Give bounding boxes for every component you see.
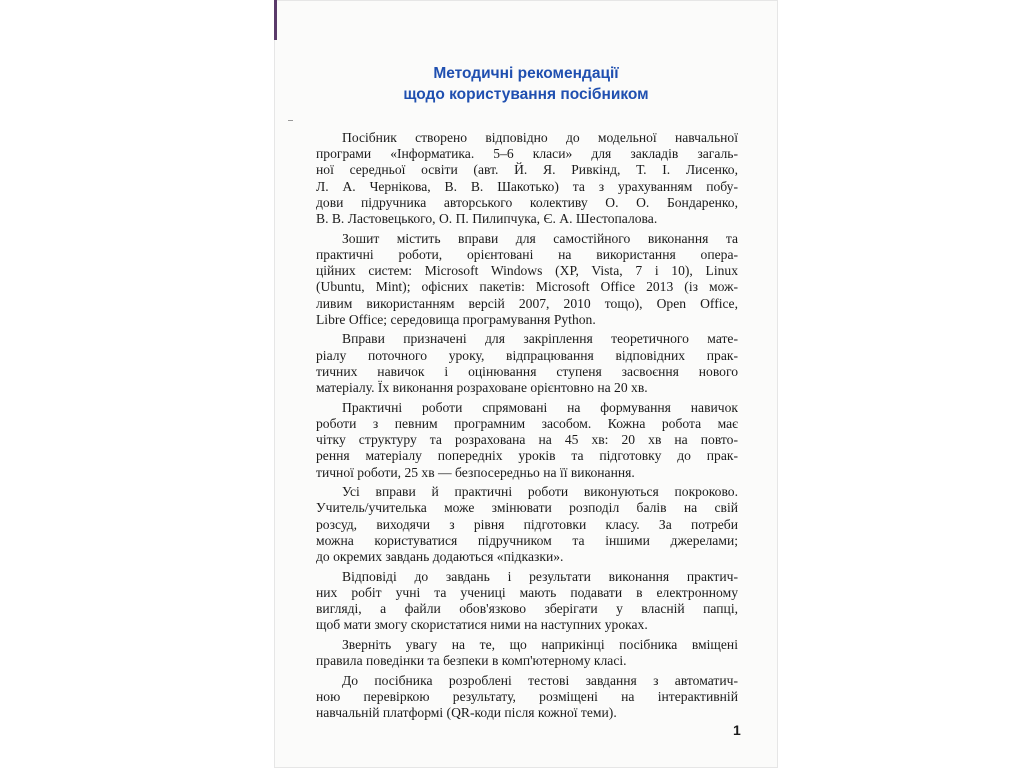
paragraph xyxy=(316,484,738,565)
text-line: Вправи призначені для закріплення теоретичного мате- xyxy=(342,331,738,347)
text-line: Зверніть увагу на те, що наприкінці посібника вміщені xyxy=(342,637,738,653)
text-line: ною перевіркою результату, розміщені на інтерактивній xyxy=(316,689,738,705)
margin-mark xyxy=(288,120,293,121)
text-line: можна користуватися підручником та іншими джерелами; xyxy=(316,532,738,548)
paragraph xyxy=(316,400,738,481)
text-line: Libre Office; середовища програмування Python. xyxy=(316,311,596,327)
text-line: Зошит містить вправи для самостійного виконання та xyxy=(342,230,738,246)
text-line: програми «Інформатика. 5–6 класи» для закладів загаль- xyxy=(316,146,738,162)
paragraph xyxy=(316,673,738,722)
text-line: Відповіді до завдань і результати виконання практич- xyxy=(342,568,738,584)
text-line: щоб мати змогу скористатися ними на наступних уроках. xyxy=(316,617,648,633)
text-line: В. В. Ластовецького, О. П. Пилипчука, Є. А. Шестопалова. xyxy=(316,211,658,227)
title-line-2: щодо користування посібником xyxy=(403,86,649,103)
paragraph xyxy=(316,231,738,328)
text-line: (Ubuntu, Mint); офісних пакетів: Microsoft Office 2013 (із мож- xyxy=(316,279,738,295)
text-line: розсуд, виходячи з рівня підготовки класу. За потреби xyxy=(316,516,738,532)
page-edge-mark xyxy=(274,0,277,40)
text-line: ливим використанням версій 2007, 2010 тощо), Open Office, xyxy=(316,295,738,311)
paragraph xyxy=(316,637,738,669)
text-line: тичних навичок і оцінювання ступеня засвоєння нового xyxy=(316,363,738,379)
paragraph xyxy=(316,331,738,396)
title-line-1: Методичні рекомендації xyxy=(433,65,619,82)
text-line: вигляді, а файли обов'язково зберігати у власній папці, xyxy=(316,601,738,617)
paragraph xyxy=(316,569,738,634)
text-line: Практичні роботи спрямовані на формування навичок xyxy=(342,399,738,415)
paragraph xyxy=(316,130,738,227)
text-line: роботи з певним програмним засобом. Кожна робота має xyxy=(316,415,738,431)
text-line: ріалу поточного уроку, відпрацювання відповідних прак- xyxy=(316,347,738,363)
text-line: ної середньої освіти (авт. Й. Я. Ривкінд, Т. І. Лисенко, xyxy=(316,162,738,178)
text-line: практичні роботи, орієнтовані на використання опера- xyxy=(316,246,738,262)
body-text xyxy=(316,130,738,725)
text-line: Посібник створено відповідно до модельної навчальної xyxy=(342,130,738,145)
text-line: тичної роботи, 25 хв — безпосередньо на її виконання. xyxy=(316,464,635,480)
text-line: Учитель/учителька може змінювати розподіл балів на свій xyxy=(316,500,738,516)
text-line: Л. А. Чернікова, В. В. Шакотько) та з урахуванням побу- xyxy=(316,178,738,194)
text-line: навчальній платформі (QR-коди після кожної теми). xyxy=(316,705,617,721)
text-line: До посібника розроблені тестові завдання з автоматич- xyxy=(342,673,738,688)
text-line: правила поведінки та безпеки в комп'ютерному класі. xyxy=(316,653,627,669)
text-line: до окремих завдань додаються «підказки». xyxy=(316,549,564,565)
page-title xyxy=(274,63,778,105)
text-line: Усі вправи й практичні роботи виконуються покроково. xyxy=(342,484,738,500)
text-line: ційних систем: Microsoft Windows (XP, Vista, 7 і 10), Linux xyxy=(316,263,738,279)
text-line: дови підручника авторського колективу О. О. Бондаренко, xyxy=(316,194,738,210)
text-line: рення матеріалу попередніх уроків та підготовку до прак- xyxy=(316,448,738,464)
text-line: них робіт учні та учениці мають подавати в електронному xyxy=(316,584,738,600)
text-line: чітку структуру та розрахована на 45 хв: 20 хв на повто- xyxy=(316,432,738,448)
text-line: матеріалу. Їх виконання розраховане орієнтовно на 20 хв. xyxy=(316,380,648,396)
page-number: 1 xyxy=(733,722,741,738)
